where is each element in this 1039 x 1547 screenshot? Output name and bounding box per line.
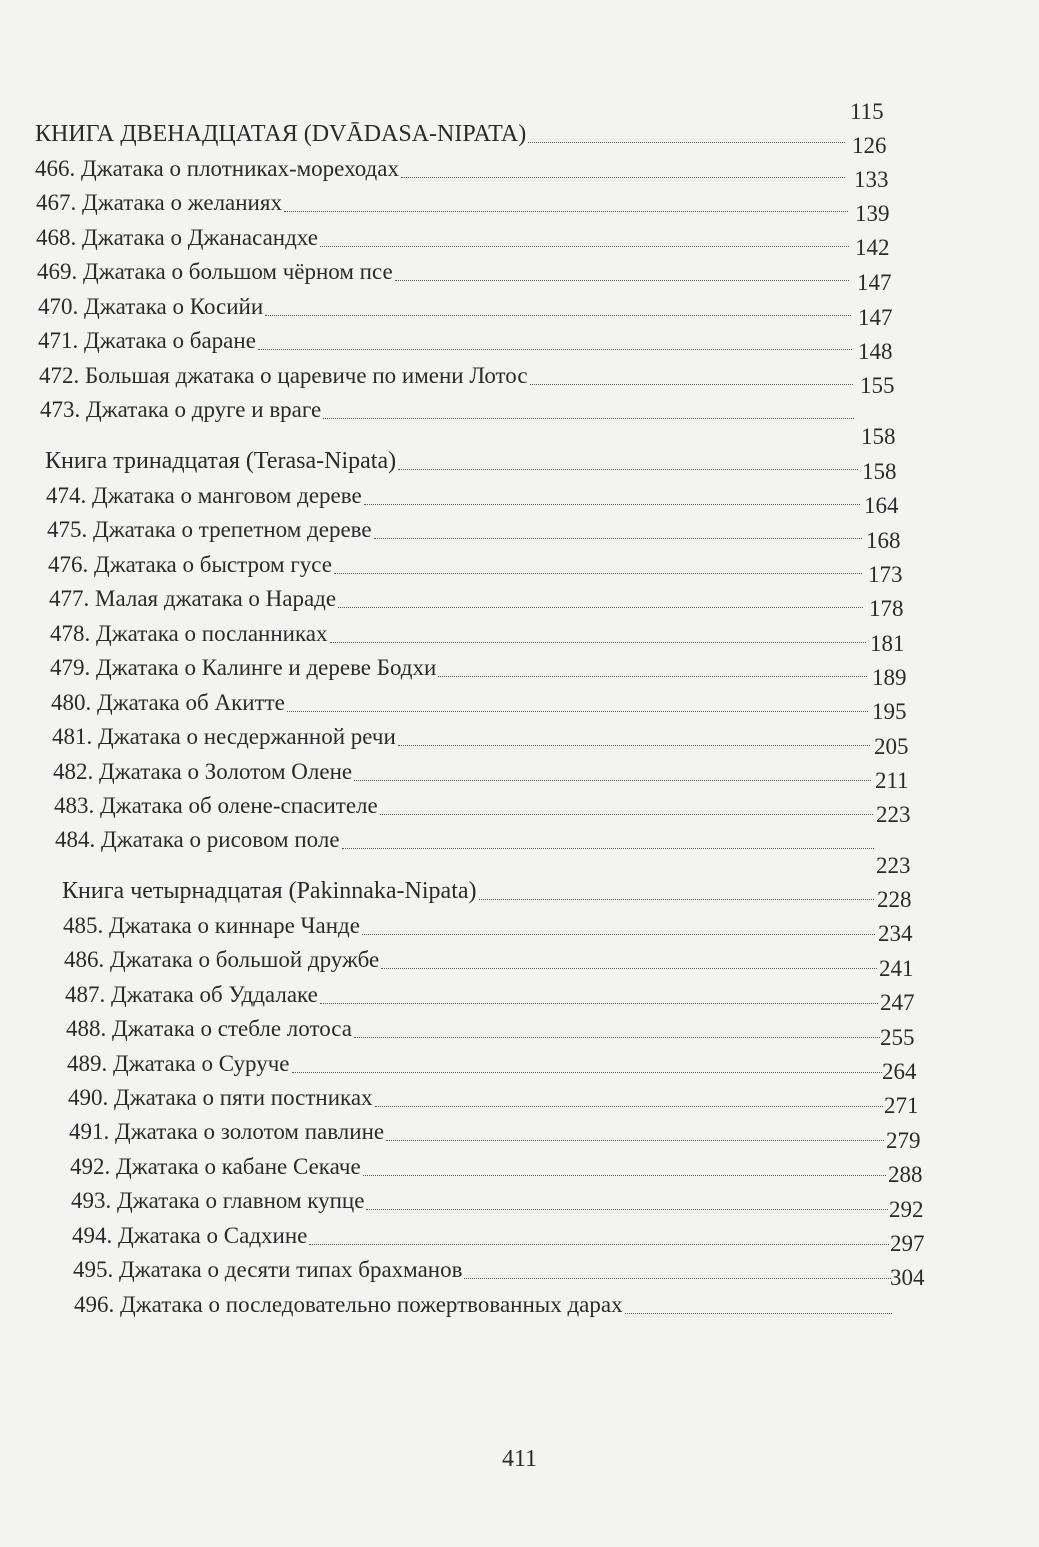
- toc-entry-title: 486. Джатака о большой дружбе: [64, 947, 380, 972]
- toc-page-number: 292: [889, 1197, 924, 1222]
- toc-entry-title: 484. Джатака о рисовом поле: [55, 827, 340, 852]
- toc-page-number: 195: [872, 699, 907, 724]
- toc-dot-leader: [362, 934, 875, 935]
- toc-entry: [74, 1290, 892, 1320]
- toc-entry: [64, 945, 877, 975]
- toc-entry-title: 485. Джатака о киннаре Чанде: [63, 913, 360, 938]
- toc-entry: [66, 1014, 880, 1044]
- toc-page-number: 158: [862, 459, 897, 484]
- toc-entry: [36, 188, 848, 218]
- toc-entry: [36, 223, 849, 253]
- toc-entry: [48, 550, 862, 580]
- toc-page-number: 241: [879, 956, 914, 981]
- toc-page-number: 189: [872, 665, 907, 690]
- toc-entry-title: 478. Джатака о посланниках: [50, 621, 328, 646]
- toc-dot-leader: [363, 1175, 886, 1176]
- toc-page-number: 133: [854, 167, 889, 192]
- toc-dot-leader: [292, 1072, 882, 1073]
- toc-entry-title: 466. Джатака о плотниках-мореходах: [35, 156, 399, 181]
- toc-page-number: 297: [890, 1231, 925, 1256]
- toc-page-number: 164: [864, 493, 899, 518]
- toc-page-number: 178: [869, 596, 904, 621]
- toc-page-number: 228: [877, 887, 912, 912]
- toc-entry: [65, 980, 878, 1010]
- toc-dot-leader: [479, 899, 874, 900]
- toc-dot-leader: [320, 246, 849, 247]
- toc-entry: [47, 515, 862, 545]
- toc-entry-title: Книга тринадцатая (Terasa-Nipata): [45, 448, 397, 474]
- toc-entry-title: 491. Джатака о золотом павлине: [69, 1119, 385, 1144]
- toc-entry: [69, 1117, 884, 1147]
- toc-entry-title: Книга четырнадцатая (Pakinnaka-Nipata): [62, 878, 477, 904]
- toc-dot-leader: [265, 315, 851, 316]
- toc-page-number: 255: [880, 1025, 915, 1050]
- toc-page-number: 126: [852, 133, 887, 158]
- toc-entry: [46, 481, 860, 511]
- toc-entry-title: 495. Джатака о десяти типах брахманов: [73, 1257, 463, 1282]
- toc-dot-leader: [334, 573, 862, 574]
- toc-page-number: 264: [882, 1059, 917, 1084]
- toc-dot-leader: [309, 1244, 889, 1245]
- toc-entry: [35, 154, 845, 184]
- toc-page-number: 168: [866, 528, 901, 553]
- toc-entry-title: 480. Джатака об Акитте: [51, 690, 285, 715]
- toc-dot-leader: [320, 1003, 878, 1004]
- toc-dot-leader: [530, 384, 853, 385]
- toc-dot-leader: [375, 1106, 883, 1107]
- toc-dot-leader: [398, 745, 870, 746]
- toc-dot-leader: [398, 469, 858, 470]
- toc-entry-title: 496. Джатака о последовательно пожертвованных дарах: [74, 1292, 623, 1317]
- toc-page-number: 147: [857, 270, 892, 295]
- toc-entry-title: КНИГА ДВЕНАДЦАТАЯ (DVĀDASA-NIPATA): [35, 121, 527, 147]
- toc-entry-title: 492. Джатака о кабане Секаче: [70, 1154, 361, 1179]
- toc-section-heading: [45, 446, 858, 476]
- toc-dot-leader: [342, 848, 874, 849]
- toc-dot-leader: [380, 814, 873, 815]
- toc-dot-leader: [354, 780, 871, 781]
- toc-entry: [54, 791, 873, 821]
- toc-entry: [70, 1152, 886, 1182]
- toc-dot-leader: [258, 349, 852, 350]
- toc-entry: [71, 1186, 888, 1216]
- toc-entry: [50, 619, 866, 649]
- toc-entry: [52, 722, 870, 752]
- toc-entry: [50, 653, 867, 683]
- toc-dot-leader: [464, 1278, 891, 1279]
- toc-entry-title: 488. Джатака о стебле лотоса: [66, 1016, 352, 1041]
- toc-section-heading: [35, 119, 845, 149]
- toc-entry-title: 473. Джатака о друге и враге: [40, 397, 322, 422]
- toc-entry: [38, 292, 851, 322]
- toc-dot-leader: [374, 538, 862, 539]
- toc-dot-leader: [323, 418, 854, 419]
- toc-dot-leader: [366, 1209, 888, 1210]
- toc-page-number: 279: [886, 1128, 921, 1153]
- toc-entry-title: 474. Джатака о манговом дереве: [46, 483, 362, 508]
- toc-entry: [68, 1083, 883, 1113]
- toc-entry: [63, 911, 875, 941]
- toc-page-number: 148: [858, 339, 893, 364]
- toc-entry: [53, 757, 871, 787]
- toc-dot-leader: [528, 142, 845, 143]
- toc-entry-title: 475. Джатака о трепетном дереве: [47, 517, 372, 542]
- toc-entry-title: 481. Джатака о несдержанной речи: [52, 724, 396, 749]
- toc-page-number: 304: [890, 1265, 925, 1290]
- toc-page-number: 211: [875, 768, 909, 793]
- toc-dot-leader: [354, 1037, 880, 1038]
- toc-entry-title: 479. Джатака о Калинге и дереве Бодхи: [50, 655, 437, 680]
- toc-dot-leader: [381, 968, 877, 969]
- toc-page-number: 288: [888, 1162, 923, 1187]
- toc-page-number: 173: [868, 562, 903, 587]
- toc-page-number: 205: [874, 734, 909, 759]
- toc-entry-title: 468. Джатака о Джанасандхе: [36, 225, 318, 250]
- toc-entry-title: 470. Джатака о Косийи: [38, 294, 264, 319]
- toc-entry: [38, 326, 852, 356]
- toc-page-number: 223: [876, 853, 911, 878]
- toc-page-number: 147: [858, 305, 893, 330]
- toc-entry: [40, 395, 854, 425]
- toc-dot-leader: [625, 1313, 892, 1314]
- toc-entry: [51, 688, 868, 718]
- toc-entry-title: 467. Джатака о желаниях: [36, 190, 282, 215]
- toc-entry-title: 489. Джатака о Суруче: [67, 1051, 290, 1076]
- toc-entry-title: 493. Джатака о главном купце: [71, 1188, 365, 1213]
- toc-entry-title: 477. Малая джатака о Нараде: [49, 586, 337, 611]
- page-number-footer: 411: [501, 1446, 538, 1472]
- toc-entry-title: 469. Джатака о большом чёрном псе: [37, 259, 393, 284]
- toc-entry-title: 487. Джатака об Уддалаке: [65, 982, 318, 1007]
- toc-entry-title: 494. Джатака о Садхине: [72, 1223, 308, 1248]
- toc-entry: [67, 1049, 882, 1079]
- toc-entry-title: 483. Джатака об олене-спасителе: [54, 793, 378, 818]
- toc-page-number: 142: [855, 235, 890, 260]
- toc-entry: [72, 1221, 889, 1251]
- toc-entry-title: 476. Джатака о быстром гусе: [48, 552, 332, 577]
- toc-section-heading: [62, 876, 874, 906]
- toc-entry-title: 482. Джатака о Золотом Олене: [53, 759, 353, 784]
- toc-dot-leader: [386, 1140, 884, 1141]
- toc-page-number: 139: [855, 201, 890, 226]
- toc-dot-leader: [338, 607, 863, 608]
- toc-entry: [49, 584, 863, 614]
- toc-page-number: 223: [876, 802, 911, 827]
- toc-page-number: 271: [884, 1093, 919, 1118]
- toc-page-number: 247: [880, 990, 915, 1015]
- toc-page-number: 181: [870, 631, 905, 656]
- toc-dot-leader: [364, 504, 860, 505]
- toc-page-number: 155: [860, 373, 895, 398]
- toc-entry-title: 472. Большая джатака о царевиче по имени Лотос: [39, 363, 528, 388]
- toc-dot-leader: [330, 642, 866, 643]
- toc-page-number: 158: [861, 424, 896, 449]
- toc-page-number: 234: [878, 921, 913, 946]
- toc-page-number: 115: [850, 99, 884, 124]
- toc-entry: [73, 1255, 891, 1285]
- toc-dot-leader: [401, 177, 845, 178]
- toc-dot-leader: [438, 676, 867, 677]
- toc-entry: [37, 257, 849, 287]
- toc-dot-leader: [287, 711, 868, 712]
- toc-entry-title: 490. Джатака о пяти постниках: [68, 1085, 373, 1110]
- toc-entry-title: 471. Джатака о баране: [38, 328, 256, 353]
- toc-dot-leader: [284, 211, 848, 212]
- toc-dot-leader: [395, 280, 849, 281]
- toc-entry: [39, 361, 853, 391]
- toc-entry: [55, 825, 874, 855]
